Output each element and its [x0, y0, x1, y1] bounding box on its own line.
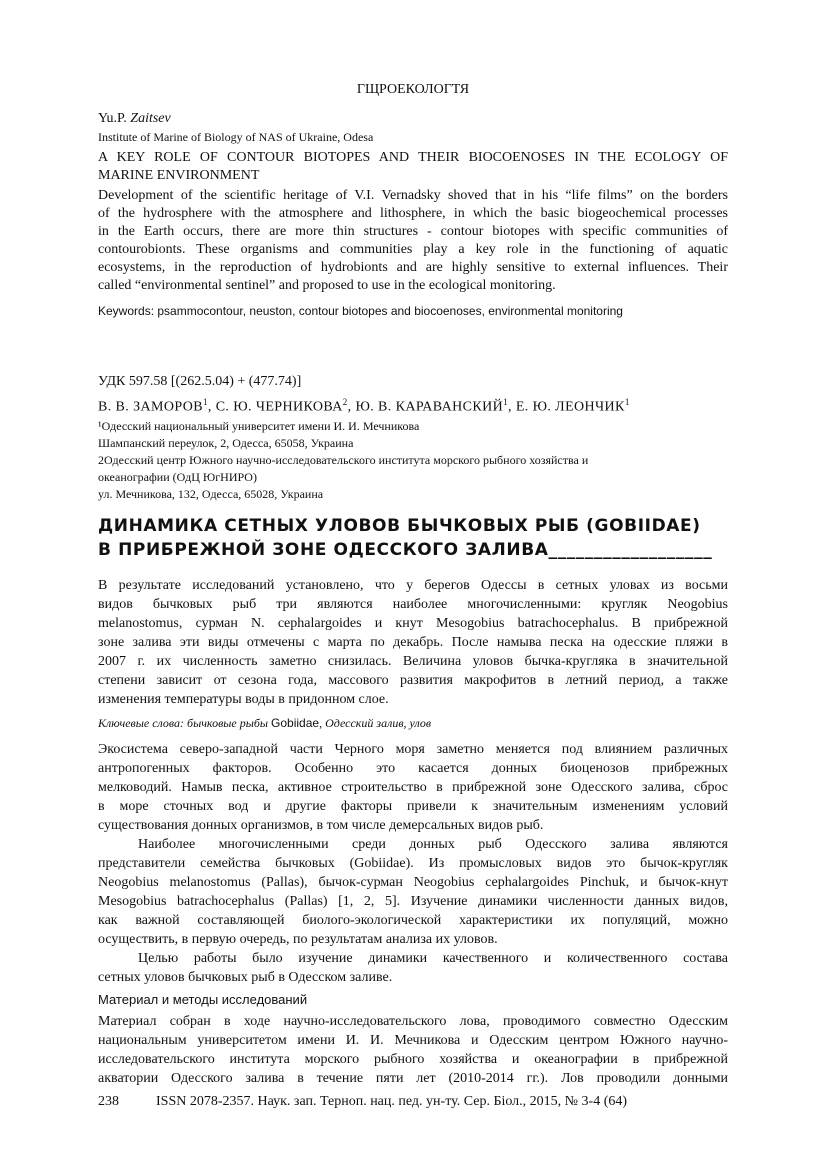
body-line: Наиболее многочисленными среди донных рыб Одесского залива являются [138, 837, 728, 852]
body-line: сетных уловов бычковых рыб в Одесском заливе. [98, 970, 393, 985]
author-affiliation-mark: 2 [342, 397, 348, 407]
article2-abstract-line: видов бычковых рыб три являются наиболее многочисленными: кругляк Neogobius [98, 597, 728, 612]
methods-line: Материал собран в ходе научно-исследовательского лова, проводимого совместно Одесским [98, 1014, 728, 1029]
section-heading: Материал и методы исследований [98, 992, 308, 1007]
article2-keywords: Ключевые слова: бычковые рыбы Gobiidae, Одесский залив, улов [98, 716, 432, 730]
affiliation-line: ул. Мечникова, 132, Одесса, 65028, Украина [98, 487, 324, 501]
article1-affiliation: Institute of Marine of Biology of NAS of Ukraine, Odesa [98, 130, 374, 144]
body-line: существования донных организмов, в том числе демерсальных видов рыб. [98, 818, 544, 833]
body-line: Neogobius melanostomus (Pallas), бычок-сурман Neogobius cephalargoides Pinchuk, и бычок-кнут [98, 875, 728, 890]
body-line: осуществить, в первую очередь, по результатам анализа их уловов. [98, 932, 498, 947]
article1-abstract-line: in the Earth occurs, there are more thin structures - contour biotopes with specific communities of [98, 224, 728, 239]
article1-abstract-line: of the hydrosphere with the atmosphere and lithosphere, in which the basic biogeochemical processes [98, 206, 728, 221]
article2-abstract-line: melanostomus, сурман N. cephalargoides и кнут Mesogobius batrachocephalus. В прибрежной [98, 616, 728, 631]
affiliation-line: Шампанский переулок, 2, Одесса, 65058, Украина [98, 436, 354, 450]
article2-title-line-2: В ПРИБРЕЖНОЙ ЗОНЕ ОДЕССКОГО ЗАЛИВА__________________ [98, 540, 713, 560]
author-name: С. Ю. ЧЕРНИКОВА [215, 399, 343, 415]
article1-abstract-line: Development of the scientific heritage of V.I. Vernadsky shoved that in his “life films” on the borders [98, 188, 728, 203]
body-line: как важной составляющей биолого-экологической характеристики их популяций, можно [98, 913, 728, 928]
affiliation-line: 2Одесский центр Южного научно-исследовательского института морского рыбного хозяйства и [98, 453, 589, 467]
article1-abstract-line: contourobionts. These organisms and communities play a key role in the functioning of aquatic [98, 242, 728, 257]
author-name: Е. Ю. ЛЕОНЧИК [515, 399, 625, 415]
article1-abstract-line: called “environmental sentinel” and proposed to use in the ecological monitoring. [98, 278, 556, 293]
author-surname: Zaitsev [130, 111, 171, 126]
article2-authors: В. В. ЗАМОРОВ$^1$, С. Ю. ЧЕРНИКОВА$^2$, Ю. В. КАРАВАНСКИЙ$^1$, Е. Ю. ЛЕОНЧИК$^1$ [98, 397, 630, 415]
running-title: ГЩРОЕКОЛОГТЯ [356, 82, 470, 97]
body-line: в море сточных вод и другие факторы привели к значительным изменениям условий [98, 799, 728, 814]
author-initials: Yu.P. [98, 111, 127, 126]
methods-line: акватории Одесского залива в течение пяти лет (2010-2014 гг.). Лов проводили донными [98, 1071, 728, 1086]
journal-citation: ISSN 2078-2357. Наук. зап. Терноп. нац. пед. ун-ту. Сер. Біол., 2015, № 3-4 (64) [156, 1094, 628, 1109]
article1-author [98, 111, 728, 127]
body-line: антропогенных факторов. Особенно это касается донных биоценозов прибрежных [98, 761, 728, 776]
article1-title-line-1: A KEY ROLE OF CONTOUR BIOTOPES AND THEIR BIOCOENOSES IN THE ECOLOGY OF [98, 150, 728, 165]
page-number: 238 [98, 1094, 119, 1109]
article2-abstract-line: изменения температуры воды в придонном слое. [98, 692, 389, 707]
affiliation-line: ¹Одесский национальный университет имени И. И. Мечникова [98, 419, 420, 433]
keywords-part: бычковые рыбы [187, 716, 269, 730]
article1-abstract-line: ecosystems, in the reproduction of hydrobionts and are highly sensitive to external influences. Their [98, 260, 728, 275]
article2-abstract-line: 2007 г. их численность заметно снизилась. Величина уловов бычка-кругляка в значительной [98, 654, 728, 669]
methods-line: национальным университетом имени И. И. Мечникова и Одесским центром Южного научно- [98, 1033, 728, 1048]
article2-abstract-line: В результате исследований установлено, что у берегов Одессы в сетных уловах из восьми [98, 578, 728, 593]
article1-title-line-2: MARINE ENVIRONMENT [98, 168, 260, 183]
body-line: представители семейства бычковых (Gobiidae). Из промысловых видов это бычок-кругляк [98, 856, 728, 871]
body-line: Целью работы было изучение динамики качественного и количественного состава [138, 951, 728, 966]
udk-code: УДК 597.58 [(262.5.04) + (477.74)] [98, 374, 302, 389]
keywords-part: Gobiidae [271, 716, 320, 730]
article2-title-line-1: ДИНАМИКА СЕТНЫХ УЛОВОВ БЫЧКОВЫХ РЫБ (GOBIIDAE) [98, 516, 701, 536]
keywords-part: Одесский залив, улов [325, 716, 432, 730]
body-line: Mesogobius batrachocephalus (Pallas) [1, 2, 5]. Изучение динамики численности данных видов, [98, 894, 728, 909]
body-line: Экосистема северо-западной части Черного моря заметно меняется под влиянием различных [98, 742, 728, 757]
affiliation-line: океанографии (ОдЦ ЮгНИРО) [98, 470, 257, 484]
author-affiliation-mark: 1 [503, 397, 509, 407]
author-affiliation-mark: 1 [624, 397, 630, 407]
article2-abstract-line: зоне залива эти виды отмечены с марта по декабрь. После намыва песка на одесские пляжи в [98, 635, 728, 650]
article1-keywords: Keywords: psammocontour, neuston, contour biotopes and biocoenoses, environmental monitoring [98, 304, 623, 318]
author-affiliation-mark: 1 [202, 397, 208, 407]
article2-abstract-line: степени зависит от сезона года, массового развития макрофитов в летний период, а также [98, 673, 728, 688]
keywords-label: Ключевые слова: [98, 716, 185, 730]
author-name: В. В. ЗАМОРОВ [98, 399, 203, 415]
methods-line: исследовательского института морского рыбного хозяйства и океанографии в прибрежной [98, 1052, 728, 1067]
body-line: мелководий. Намыв песка, активное строительство в прибрежной зоне Одесского залива, сброс [98, 780, 728, 795]
author-name: Ю. В. КАРАВАНСКИЙ [355, 399, 504, 415]
